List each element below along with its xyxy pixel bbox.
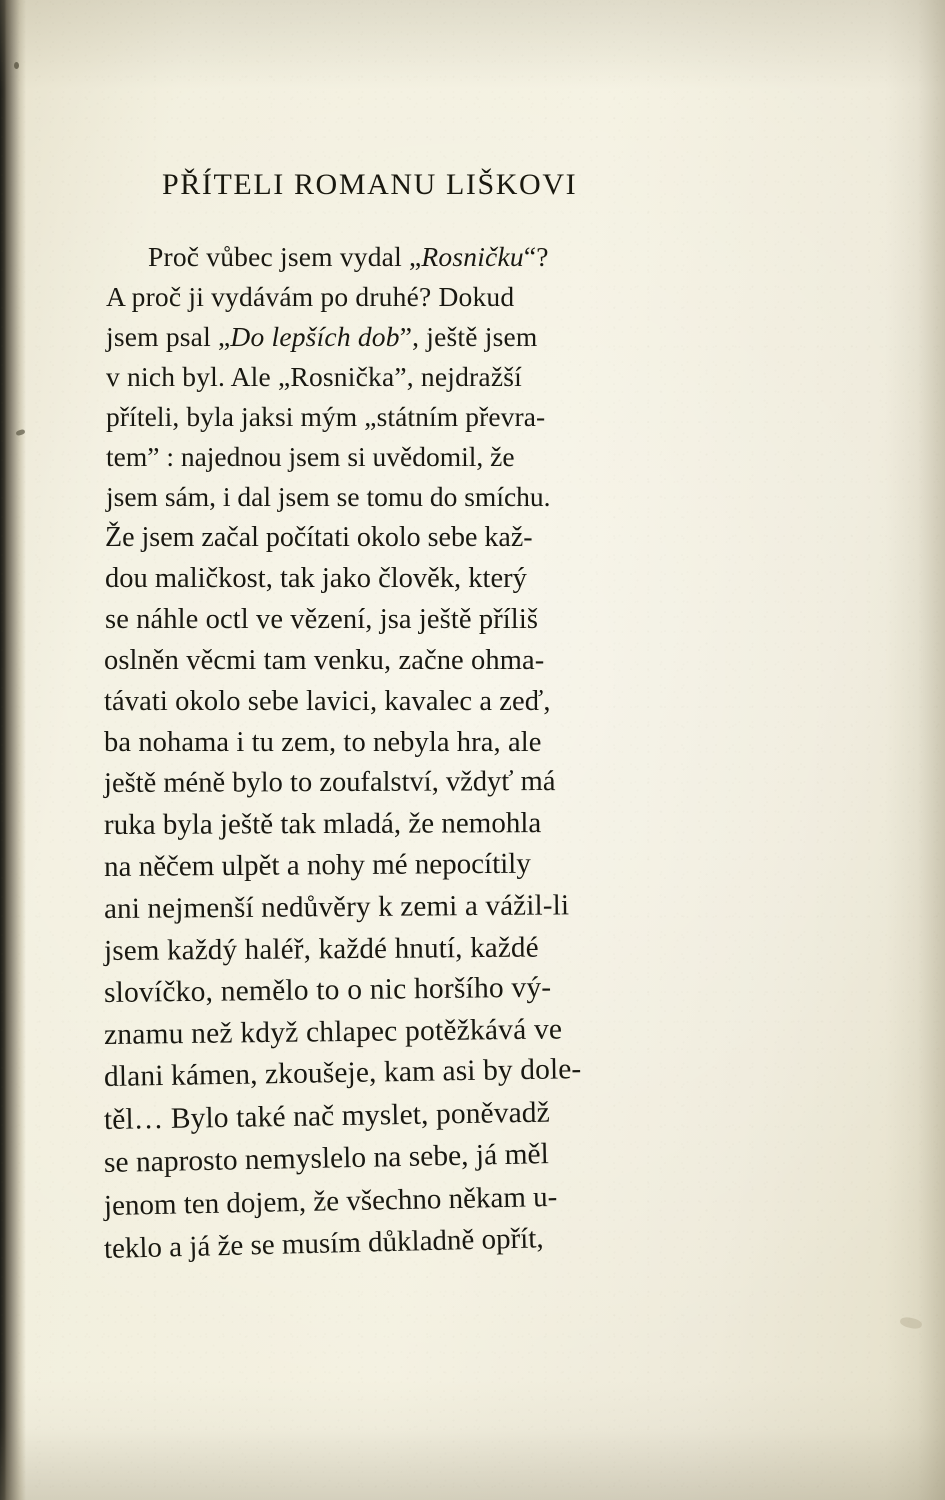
- page-bottom-shadow: [0, 1380, 945, 1500]
- page-right-edge-shadow: [885, 0, 945, 1500]
- binding-gutter-shadow: [0, 0, 26, 1500]
- text-line: oslněn věcmi tam venku, začne ohma-: [104, 645, 545, 676]
- text-line: Že jsem začal počítati okolo sebe kaž-: [105, 522, 533, 553]
- text-line: ještě méně bylo to zoufalství, vždyť má: [103, 766, 556, 799]
- text-line: teklo a já že se musím důkladně opřít,: [103, 1222, 544, 1265]
- text-line: na něčem ulpět a nohy mé nepocítily: [103, 847, 531, 883]
- paper-speck: [899, 1316, 923, 1330]
- text-line: jsem každý haléř, každé hnutí, každé: [103, 931, 539, 967]
- paper-speck: [15, 429, 25, 437]
- text-block: [104, 168, 744, 1271]
- text-line: ba nohama i tu zem, to nebyla hra, ale: [104, 727, 542, 758]
- text-line: jenom ten dojem, že všechno někam u-: [103, 1180, 558, 1222]
- page-top-shadow: [0, 0, 945, 90]
- page-heading: PŘÍTELI ROMANU LIŠKOVI: [162, 168, 578, 201]
- text-line: se náhle octl ve vězení, jsa ještě příliš: [105, 604, 539, 635]
- text-line: příteli, byla jaksi mým „státním převra-: [106, 401, 546, 432]
- text-line: v nich byl. Ale „Rosnička”, nejdražší: [106, 361, 522, 392]
- text-line: se naprosto nemyslelo na sebe, já měl: [103, 1138, 550, 1179]
- text-line: tem” : najednou jsem si uvědomil, že: [106, 441, 515, 472]
- text-line: jsem psal „Do lepších dob”, ještě jsem: [106, 321, 538, 352]
- text-line: znamu než když chlapec potěžkává ve: [103, 1013, 563, 1051]
- text-line: A proč ji vydávám po druhé? Dokud: [106, 281, 515, 312]
- text-line: dou maličkost, tak jako člověk, který: [105, 563, 527, 594]
- text-line: těl… Bylo také nač myslet, poněvadž: [103, 1096, 551, 1136]
- body-paragraph: [104, 237, 744, 1271]
- text-line: dlani kámen, zkoušeje, kam asi by dole-: [103, 1053, 582, 1093]
- text-line: jsem sám, i dal jsem se tomu do smíchu.: [106, 481, 551, 512]
- text-line: slovíčko, nemělo to o nic horšího vý-: [103, 971, 552, 1009]
- text-line: ani nejmenší nedůvěry k zemi a vážil-li: [103, 889, 570, 925]
- text-line: ruka byla ještě tak mladá, že nemohla: [103, 807, 542, 841]
- paper-speck: [14, 62, 19, 69]
- text-line: távati okolo sebe lavici, kavalec a zeď,: [104, 686, 551, 717]
- text-line: Proč vůbec jsem vydal „Rosničku“?: [148, 241, 549, 272]
- page-left-edge: [0, 0, 7, 1500]
